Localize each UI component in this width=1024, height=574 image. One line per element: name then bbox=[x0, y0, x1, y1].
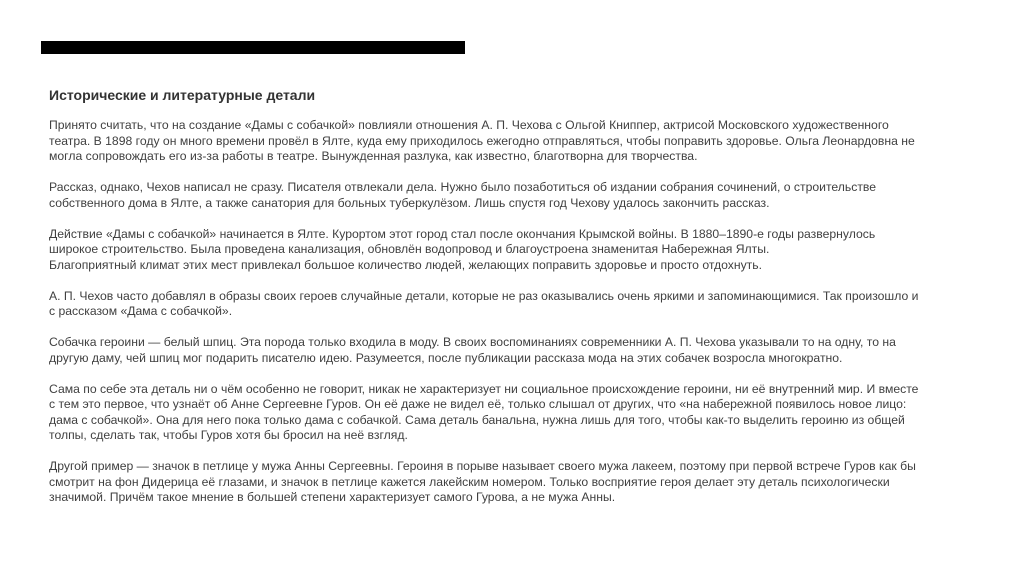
paragraph-7 bbox=[49, 459, 973, 506]
text-line: широкое строительство. Была проведена канализация, обновлён водопровод и благоустроена знаменитая Набережная Ялты. bbox=[49, 242, 770, 256]
top-black-bar bbox=[41, 41, 465, 54]
text-line: А. П. Чехов часто добавлял в образы своих героев случайные детали, которые не раз оказывались очень яркими и запоминающимися. Так произошло и bbox=[49, 288, 919, 303]
text-line: Благоприятный климат этих мест привлекал большое количество людей, желающих поправить здоровье и просто отдохнуть. bbox=[49, 257, 763, 272]
paragraph-3 bbox=[49, 227, 973, 274]
paragraph-6 bbox=[49, 382, 973, 444]
text-line: Сама по себе эта деталь ни о чём особенно не говорит, никак не характеризует ни социальное происхождение героини, ни её внутренний мир. И вместе bbox=[49, 381, 919, 396]
text-line: театра. В 1898 году он много времени провёл в Ялте, куда ему приходилось ежегодно отправляться, чтобы поправить здоровье. Ольга Леонардовна не bbox=[49, 133, 915, 148]
paragraph-4 bbox=[49, 289, 973, 320]
text-line: Другой пример — значок в петлице у мужа Анны Сергеевны. Героиня в порыве называет своего мужа лакеем, поэтому при первой встрече Гуров как бы bbox=[49, 459, 916, 473]
text-line: дама с собачкой». Она для него пока только дама с собачкой. Сама деталь банальна, нужна лишь для того, чтобы как-то выделить героиню из общей bbox=[49, 412, 905, 427]
text-line: с тем это первое, что узнаёт об Анне Сергеевне Гуров. Он её даже не видел её, только слышал от других, что «на набережной появилось новое лицо: bbox=[49, 397, 907, 411]
paragraph-5 bbox=[49, 335, 973, 366]
text-line: смотрит на фон Дидерица её глазами, и значок в петлице кажется лакейским номером. Только восприятие героя делает эту деталь психологически bbox=[49, 474, 890, 489]
text-line: другую даму, чей шпиц мог подарить писателю идею. Разумеется, после публикации рассказа мода на этих собачек возросла многократно. bbox=[49, 350, 843, 365]
text-line: толпы, сделать так, чтобы Гуров хотя бы бросил на неё взгляд. bbox=[49, 428, 408, 442]
text-line: собственного дома в Ялте, а также санатория для больных туберкулёзом. Лишь спустя год Чехову удалось закончить рассказ. bbox=[49, 195, 770, 210]
slide-heading: Исторические и литературные детали bbox=[49, 87, 316, 103]
text-line: Принято считать, что на создание «Дамы с собачкой» повлияли отношения А. П. Чехова с Ольгой Книппер, актрисой Московского художественного bbox=[49, 118, 889, 132]
slide-body bbox=[49, 118, 973, 521]
text-line: Собачка героини — белый шпиц. Эта порода только входила в моду. В своих воспоминаниях современники А. П. Чехова указывали то на одну, то на bbox=[49, 335, 896, 349]
text-line: с рассказом «Дама с собачкой». bbox=[49, 304, 233, 318]
paragraph-2 bbox=[49, 180, 973, 211]
text-line: Рассказ, однако, Чехов написал не сразу. Писателя отвлекали дела. Нужно было позаботиться об издании собрания сочинений, о строительстве bbox=[49, 180, 877, 194]
text-line: значимой. Причём такое мнение в большей степени характеризует самого Гурова, а не мужа Анны. bbox=[49, 490, 616, 504]
text-line: Действие «Дамы с собачкой» начинается в Ялте. Курортом этот город стал после окончания Крымской войны. В 1880–1890-е годы развернулось bbox=[49, 226, 876, 241]
paragraph-1 bbox=[49, 118, 973, 165]
text-line: могла сопровождать его из-за работы в театре. Вынужденная разлука, как известно, благотворна для творчества. bbox=[49, 149, 698, 163]
